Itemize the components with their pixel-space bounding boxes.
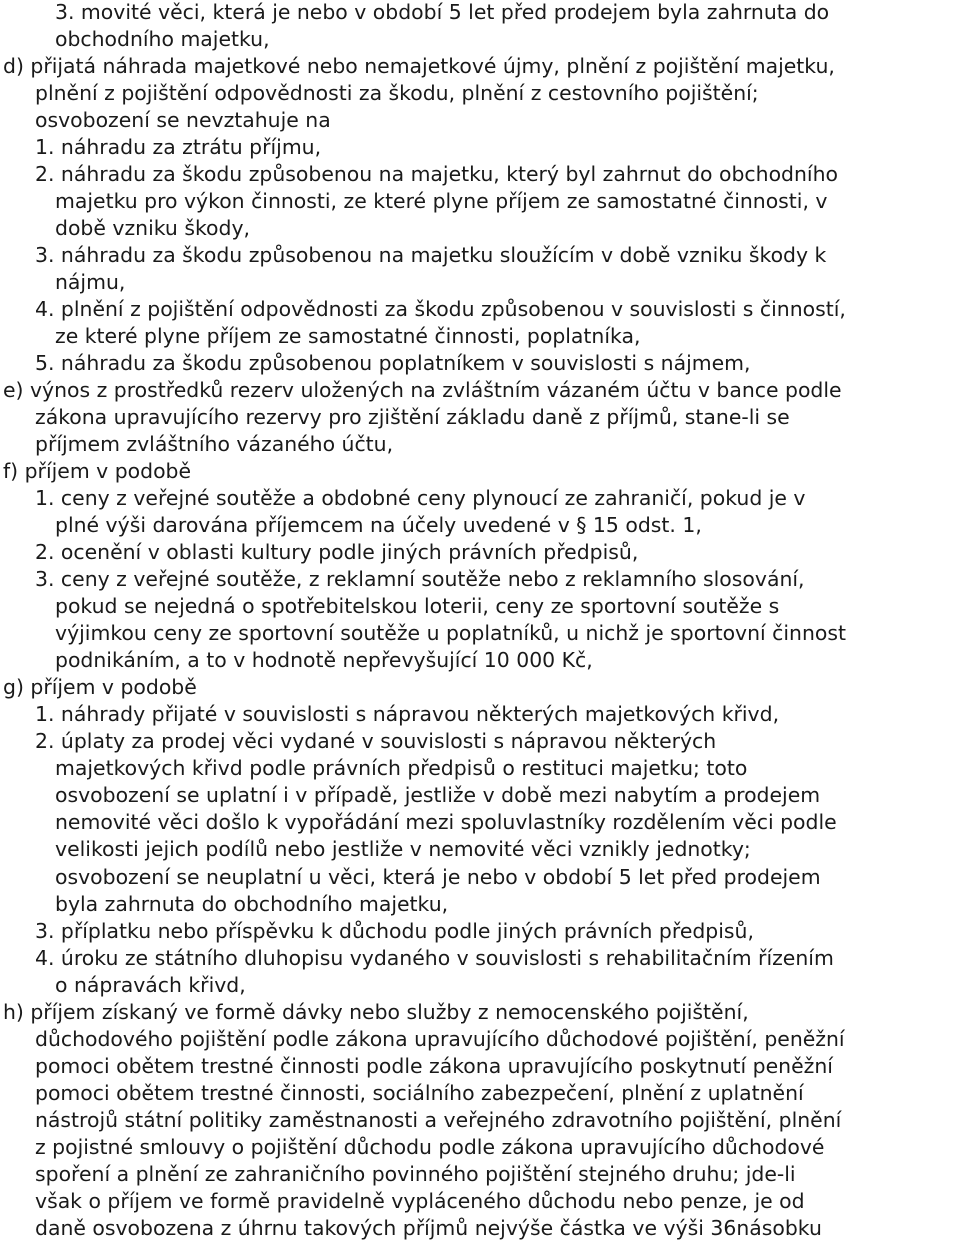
text-line-content: 1. ceny z veřejné soutěže a obdobné ceny plynoucí ze zahraničí, pokud je v (35, 486, 806, 511)
text-line (0, 593, 960, 620)
text-line-content: době vzniku škody, (55, 216, 251, 241)
text-line-content: majetku pro výkon činnosti, ze které plyne příjem ze samostatné činnosti, v (55, 189, 828, 214)
text-line (0, 1107, 960, 1134)
text-line (0, 945, 960, 972)
text-line (0, 26, 960, 53)
text-line-content: d) přijatá náhrada majetkové nebo nemajetkové újmy, plnění z pojištění majetku, (3, 54, 835, 79)
text-line-content: z pojistné smlouvy o pojištění důchodu podle zákona upravujícího důchodové (35, 1134, 825, 1159)
text-line-content: 2. úplaty za prodej věci vydané v souvislosti s nápravou některých (35, 729, 717, 754)
text-line (0, 0, 960, 26)
text-line-content: ze které plyne příjem ze samostatné činnosti, poplatníka, (55, 324, 641, 349)
text-line-content: pokud se nejedná o spotřebitelskou loterii, ceny ze sportovní soutěže s (55, 594, 780, 619)
text-line-content: pomoci obětem trestné činnosti podle zákona upravujícího poskytnutí peněžní (35, 1053, 833, 1078)
text-line-content: 3. náhradu za škodu způsobenou na majetku sloužícím v době vzniku škody k (35, 243, 827, 268)
text-line (0, 512, 960, 539)
text-line-content: osvobození se nevztahuje na (35, 108, 331, 133)
text-line-content: 3. movité věci, která je nebo v období 5 let před prodejem byla zahrnuta do (55, 0, 830, 24)
text-line (0, 566, 960, 593)
text-line (0, 891, 960, 918)
text-line (0, 269, 960, 296)
text-line (0, 134, 960, 161)
text-line (0, 755, 960, 782)
text-line-content: daně osvobozena z úhrnu takových příjmů nejvýše částka ve výši 36násobku (35, 1215, 822, 1240)
text-line (0, 1215, 960, 1242)
text-line-content: 5. náhradu za škodu způsobenou poplatníkem v souvislosti s nájmem, (35, 351, 751, 376)
text-line (0, 404, 960, 431)
text-line (0, 999, 960, 1026)
text-line-content: nemovité věci došlo k vypořádání mezi spoluvlastníky rozdělením věci podle (55, 810, 837, 835)
text-line (0, 377, 960, 404)
text-line-content: 1. náhrady přijaté v souvislosti s nápravou některých majetkových křivd, (35, 702, 780, 727)
text-line (0, 864, 960, 891)
text-line (0, 918, 960, 945)
text-line-content: majetkových křivd podle právních předpisů o restituci majetku; toto (55, 756, 748, 781)
text-line (0, 1080, 960, 1107)
text-line-content: h) příjem získaný ve formě dávky nebo služby z nemocenského pojištění, (3, 999, 749, 1024)
text-line-content: 3. ceny z veřejné soutěže, z reklamní soutěže nebo z reklamního slosování, (35, 567, 805, 592)
text-line-content: podnikáním, a to v hodnotě nepřevyšující 10 000 Kč, (55, 648, 593, 673)
text-line (0, 296, 960, 323)
text-line (0, 836, 960, 863)
text-line (0, 972, 960, 999)
text-line (0, 1053, 960, 1080)
text-line (0, 80, 960, 107)
text-line (0, 1026, 960, 1053)
text-line (0, 728, 960, 755)
text-line-content: obchodního majetku, (55, 27, 270, 52)
text-line-content: osvobození se uplatní i v případě, jestliže v době mezi nabytím a prodejem (55, 783, 821, 808)
text-line (0, 107, 960, 134)
text-line (0, 350, 960, 377)
text-line (0, 323, 960, 350)
text-line (0, 647, 960, 674)
text-line-content: 2. náhradu za škodu způsobenou na majetku, který byl zahrnut do obchodního (35, 162, 838, 187)
text-line (0, 782, 960, 809)
text-line-content: nájmu, (55, 270, 126, 295)
text-line (0, 809, 960, 836)
text-line-content: 4. plnění z pojištění odpovědnosti za škodu způsobenou v souvislosti s činností, (35, 297, 846, 322)
text-line (0, 674, 960, 701)
text-line-content: f) příjem v podobě (3, 459, 192, 484)
text-line-content: však o příjem ve formě pravidelně vypláceného důchodu nebo penze, je od (35, 1188, 805, 1213)
text-line (0, 1161, 960, 1188)
text-line-content: velikosti jejich podílů nebo jestliže v nemovité věci vznikly jednotky; (55, 837, 751, 862)
text-line (0, 161, 960, 188)
text-line (0, 485, 960, 512)
text-line-content: g) příjem v podobě (3, 675, 197, 700)
text-line (0, 620, 960, 647)
text-line-content: plnění z pojištění odpovědnosti za škodu, plnění z cestovního pojištění; (35, 81, 759, 106)
text-line-content: plné výši darována příjemcem na účely uvedené v § 15 odst. 1, (55, 513, 702, 538)
text-line-content: 3. příplatku nebo příspěvku k důchodu podle jiných právních předpisů, (35, 918, 754, 943)
text-line-content: zákona upravujícího rezervy pro zjištění základu daně z příjmů, stane-li se (35, 405, 790, 430)
text-line-content: nástrojů státní politiky zaměstnanosti a veřejného zdravotního pojištění, plnění (35, 1107, 842, 1132)
text-line-content: 2. ocenění v oblasti kultury podle jiných právních předpisů, (35, 540, 639, 565)
text-line (0, 53, 960, 80)
text-line (0, 458, 960, 485)
text-line-content: e) výnos z prostředků rezerv uložených na zvláštním vázaném účtu v bance podle (3, 378, 842, 403)
text-line (0, 431, 960, 458)
text-line-content: výjimkou ceny ze sportovní soutěže u poplatníků, u nichž je sportovní činnost (55, 621, 847, 646)
text-line-content: příjmem zvláštního vázaného účtu, (35, 432, 394, 457)
text-line-content: byla zahrnuta do obchodního majetku, (55, 891, 449, 916)
text-line (0, 188, 960, 215)
text-line-content: 4. úroku ze státního dluhopisu vydaného v souvislosti s rehabilitačním řízením (35, 945, 834, 970)
text-line-content: osvobození se neuplatní u věci, která je nebo v období 5 let před prodejem (55, 864, 821, 889)
text-line (0, 1188, 960, 1215)
text-line-content: o nápravách křivd, (55, 972, 246, 997)
text-line-content: důchodového pojištění podle zákona upravujícího důchodové pojištění, peněžní (35, 1026, 845, 1051)
text-line-content: spoření a plnění ze zahraničního povinného pojištění stejného druhu; jde-li (35, 1161, 796, 1186)
text-line (0, 242, 960, 269)
text-line-content: pomoci obětem trestné činnosti, sociálního zabezpečení, plnění z uplatnění (35, 1080, 804, 1105)
text-line-content: 1. náhradu za ztrátu příjmu, (35, 135, 322, 160)
text-line (0, 1134, 960, 1161)
text-line (0, 215, 960, 242)
text-line (0, 701, 960, 728)
text-line (0, 539, 960, 566)
